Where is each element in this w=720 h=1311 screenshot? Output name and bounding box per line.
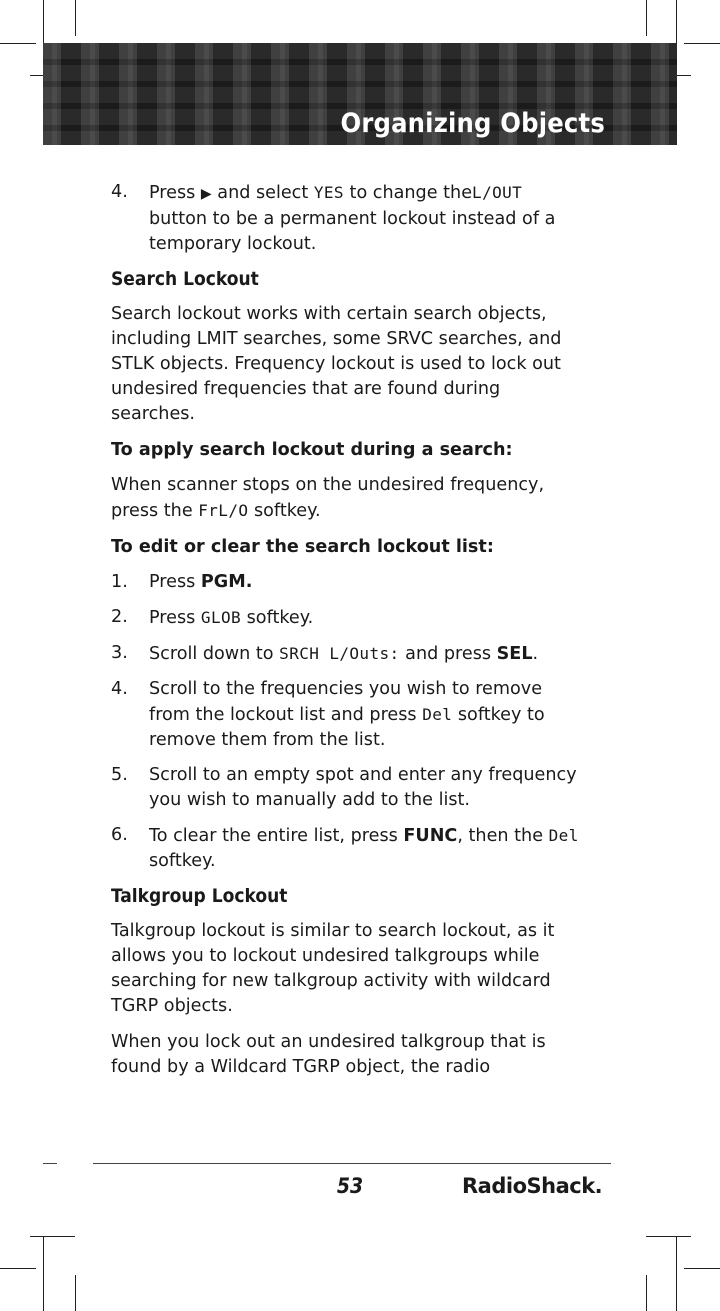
list-item: 2. Press GLOB softkey. xyxy=(111,607,314,628)
crop-mark xyxy=(646,0,647,36)
page-number: 53 xyxy=(336,1174,364,1198)
edit-lockout-heading: To edit or clear the search lockout list: xyxy=(111,537,494,557)
crop-mark xyxy=(646,1275,647,1311)
chapter-banner xyxy=(43,43,677,145)
footer-divider xyxy=(93,1163,611,1164)
lcd-lout: L/OUT xyxy=(472,183,523,202)
talkgroup-lockout-heading: Talkgroup Lockout xyxy=(111,885,288,907)
apply-lockout-heading: To apply search lockout during a search: xyxy=(111,440,513,460)
footer-divider xyxy=(43,1163,57,1164)
chapter-title: Organizing Objects xyxy=(340,108,605,139)
step-number: 4. xyxy=(111,182,128,202)
crop-mark xyxy=(684,1268,720,1269)
crop-mark xyxy=(43,1236,44,1311)
crop-mark xyxy=(676,1236,677,1311)
talkgroup-lockout-body-2: When you lock out an undesired talkgroup that is found by a Wildcard TGRP object, the radio xyxy=(111,1032,546,1077)
talkgroup-lockout-body: Talkgroup lockout is similar to search lockout, as it allows you to lockout undesired talkgroups while searching for new talkgroup activity with wildcard TGRP objects. xyxy=(111,921,555,1016)
crop-mark xyxy=(75,1275,76,1311)
apply-lockout-body: When scanner stops on the undesired frequency, press the FrL/O softkey. xyxy=(111,475,545,521)
step-4-permanent-lockout xyxy=(111,180,581,257)
lcd-frlo: FrL/O xyxy=(198,501,249,520)
search-lockout-body: Search lockout works with certain search objects, including LMIT searches, some SRVC searches, and STLK objects. Frequency lockout is used to lock out undesired frequencies that are found during searches. xyxy=(111,304,562,424)
crop-mark xyxy=(646,1236,691,1237)
list-item: 5. Scroll to an empty spot and enter any frequency you wish to manually add to the list. xyxy=(111,765,577,810)
search-lockout-heading: Search Lockout xyxy=(111,268,259,290)
right-arrow-icon: ▶ xyxy=(200,186,212,202)
radioshack-logo: RadioShack. xyxy=(462,1174,603,1198)
crop-mark xyxy=(684,43,720,44)
list-item: 1. Press PGM. xyxy=(111,572,253,592)
list-item: 4. Scroll to the frequencies you wish to remove from the lockout list and press Del softkey to remove them from the list. xyxy=(111,679,545,750)
step-text: Press ▶ and select YES to change theL/OUT button to be a permanent lockout instead of a temporary lockout. xyxy=(149,183,556,254)
lcd-yes: YES xyxy=(313,183,344,202)
list-item: 6. To clear the entire list, press FUNC, then the Del softkey. xyxy=(111,825,579,871)
crop-mark xyxy=(75,0,76,36)
crop-mark xyxy=(0,43,36,44)
list-item: 3. Scroll down to SRCH L/Outs: and press SEL. xyxy=(111,643,539,664)
crop-mark xyxy=(0,1268,36,1269)
page-content xyxy=(111,180,581,1091)
crop-mark xyxy=(30,1236,75,1237)
